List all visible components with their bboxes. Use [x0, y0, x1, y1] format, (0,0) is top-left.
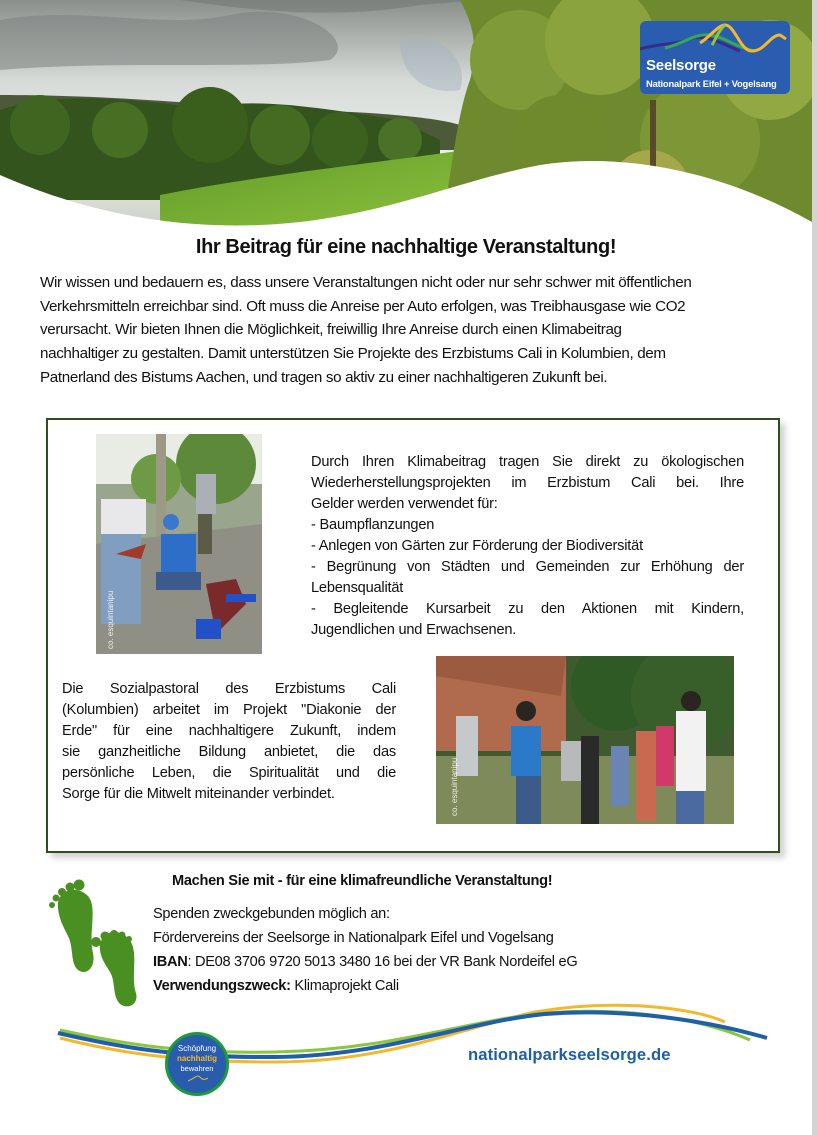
funds-list-item: - Begleitende Kursarbeit zu den Aktionen mit Kindern,: [311, 601, 744, 617]
logo-subtitle: Nationalpark Eifel + Vogelsang: [646, 78, 777, 89]
iban-label: IBAN: [153, 954, 188, 970]
schoepfung-badge: [165, 1032, 229, 1096]
donation-recipient: Fördervereins der Seelsorge in Nationalpark Eifel und Vogelsang: [153, 930, 554, 946]
purpose-label: Verwendungszweck:: [153, 978, 291, 994]
badge-line2: nachhaltig: [176, 1054, 217, 1063]
group-holding-seedlings-photo: [436, 656, 734, 824]
donation-intro: Spenden zweckgebunden möglich an:: [153, 906, 390, 922]
website-link[interactable]: nationalparkseelsorge.de: [468, 1045, 671, 1064]
purpose-row: [153, 974, 577, 998]
funds-list-item: - Begrünung von Städten und Gemeinden zur Erhöhung der: [311, 559, 744, 575]
pastoral-line: Die Sozialpastoral des Erzbistums Cali: [62, 681, 396, 697]
intro-line: Patnerland des Bistums Aachen, und tragen so aktiv zu einer nachhaltigeren Zukunft bei.: [40, 368, 608, 386]
funds-line: Durch Ihren Klimabeitrag tragen Sie direkt zu ökologischen: [311, 454, 744, 470]
logo-title: Seelsorge: [646, 57, 716, 74]
badge-line1: Schöpfung: [177, 1044, 217, 1053]
page-edge: [812, 0, 818, 1135]
volunteers-painting-curbs-photo: [96, 434, 262, 654]
iban-row: [153, 950, 577, 974]
intro-paragraph: [40, 271, 780, 390]
funds-line: Gelder werden verwendet für:: [311, 496, 498, 512]
pastoral-line: Sorge für die Mitwelt miteinander verbindet.: [62, 786, 335, 802]
seelsorge-logo: [640, 21, 790, 94]
funds-list-item: Jugendlichen und Erwachsenen.: [311, 622, 517, 638]
mountain-waves-logo-icon: [640, 21, 790, 61]
purpose-value: Klimaprojekt Cali: [290, 978, 399, 994]
page-title: Ihr Beitrag für eine nachhaltige Veranstaltung!: [195, 236, 617, 258]
intro-line: verursacht. Wir bieten Ihnen die Möglichkeit, freiwillig Ihre Anreise durch einen Klimabeitrag: [40, 321, 622, 339]
mini-mountain-icon: [188, 1075, 208, 1083]
donation-details: [153, 902, 577, 998]
call-to-action: Machen Sie mit - für eine klimafreundliche Veranstaltung!: [172, 873, 553, 889]
pastoral-line: sie ganzheitliche Bildung anbietet, die das: [62, 744, 396, 760]
pastoral-text: [62, 679, 396, 805]
photo-credit: co. esquintanipu: [450, 757, 459, 816]
intro-line: nachhaltiger zu gestalten. Damit unterstützen Sie Projekte des Erzbistums Cali in Kolumbien, dem: [40, 345, 666, 363]
green-footprints-icon: [48, 878, 148, 1008]
funds-list-item: Lebensqualität: [311, 580, 404, 596]
funds-line: Wiederherstellungsprojekten im Erzbistum Cali bei. Ihre: [311, 475, 744, 491]
pastoral-line: (Kolumbien) arbeitet im Projekt "Diakonie der: [62, 702, 396, 718]
intro-line: Verkehrsmitteln erreichbar sind. Oft muss die Anreise per Auto erfolgen, was Treibhausgase wie CO2: [40, 297, 686, 315]
pastoral-line: persönliche Leben, die Spiritualität und die: [62, 765, 396, 781]
badge-line3: bewahren: [180, 1064, 214, 1073]
funds-list-item: - Baumpflanzungen: [311, 517, 435, 533]
iban-value: : DE08 3706 9720 5013 3480 16 bei der VR Bank Nordeifel eG: [187, 954, 578, 970]
intro-line: Wir wissen und bedauern es, dass unsere Veranstaltungen nicht oder nur sehr schwer mit öffentlichen: [40, 274, 692, 291]
pastoral-line: Erde" für eine nachhaltigere Zukunft, indem: [62, 723, 396, 739]
hero-banner: [0, 0, 812, 230]
funds-list-item: - Anlegen von Gärten zur Förderung der Biodiversität: [311, 538, 643, 554]
photo-credit: co. esquintanipu: [106, 590, 115, 649]
funds-usage-text: [311, 452, 744, 641]
